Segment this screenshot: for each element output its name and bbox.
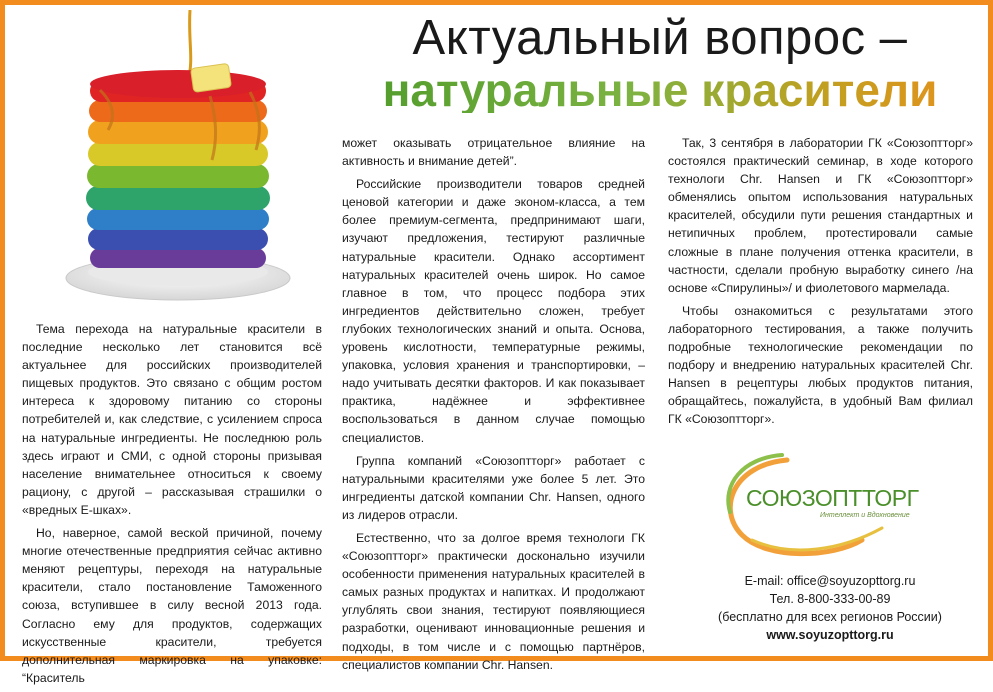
paragraph: Группа компаний «Союзоптторг» работает с натуральными красителями уже более 5 лет. Это ингредиенты датской компании Chr. Hansen, одного из лидеров отрасли. xyxy=(342,453,645,522)
butter-pat xyxy=(191,63,232,92)
contact-email: E-mail: office@soyuzopttorg.ru xyxy=(744,574,916,588)
logo-tagline: Интеллект и Вдохновение xyxy=(820,512,910,519)
pancake-stack xyxy=(86,70,270,268)
contact-phone: Тел. 8-800-333-00-89 xyxy=(769,592,891,606)
rainbow-pancakes-image xyxy=(60,10,295,310)
contact-block xyxy=(695,572,965,644)
article-title xyxy=(340,11,980,116)
logo-wordmark: СОЮЗОПТТОРГ xyxy=(746,485,919,511)
paragraph: Чтобы ознакомиться с результатами этого лабораторного тестирования, а также получить подробные технологические рекомендации по подбору и внедрению натуральных красителей Chr. Hansen в рецептуры любых продуктов питания, обращайтесь, пожалуйста, в удобный Вам филиал ГК «Союзоптторг». xyxy=(668,303,973,427)
contact-website: www.soyuzopttorg.ru xyxy=(766,628,894,642)
company-logo xyxy=(712,440,952,565)
column-3 xyxy=(668,134,973,434)
paragraph: Российские производители товаров средней ценовой категории и даже эконом-класса, а тем более премиум-сегмента, предпринимают шаги, изучают предложения, тестируют различные натуральные красители. Однако ассортимент натуральных красителей очень широк. Но самое главное в том, что процесс подбора этих ингредиентов действительно сложен, требует глубоких технологических знаний и опыта. Основа, уровень кислотности, температурные режимы, упаковка, условия хранения и транспортировки, – надо учитывать десятки факторов. И как показывает практика, надёжнее и эффективнее воспользоваться в данном случае помощью специалистов. xyxy=(342,177,645,445)
paragraph: Тема перехода на натуральные красители в последние несколько лет становится всё актуальнее для российских производителей пищевых продуктов. Это связано с общим ростом интереса к здоровому питанию со стороны потребителей и, как следствие, с усилением спроса на натуральные ингредиенты. Не последнюю роль здесь играют и СМИ, с одной стороны призывая население внимательнее относиться к своему рациону, с другой – рассказывая страшилки о «вредных Е-шках». xyxy=(22,322,322,517)
paragraph: может оказывать отрицательное влияние на активность и внимание детей”. xyxy=(342,136,645,169)
column-1 xyxy=(22,320,322,692)
title-line-1: Актуальный вопрос – xyxy=(412,11,908,65)
paragraph: Но, наверное, самой веской причиной, почему многие отечественные предприятия сейчас активно меняют рецептуры, переходя на натуральные красители, стало постановление Таможенного союза, вступившее в силу весной 2013 года. Согласно ему для продуктов, содержащих искусственные красители, требуется дополнительная маркировка на упаковке: “Краситель xyxy=(22,526,322,685)
paragraph: Естественно, что за долгое время технологи ГК «Союзоптторг» практически досконально изучили особенности применения натуральных красителей в самых разных продуктах и напитках. И продолжают углублять свои знания, тестируют появляющиеся разработки, оценивают инновационные решения и подходы, в том числе и с помощью партнёров, специалистов компании Chr. Hansen. xyxy=(342,530,645,672)
contact-phone-note: (бесплатно для всех регионов России) xyxy=(718,610,942,624)
column-2 xyxy=(342,134,645,679)
title-line-2: натуральные красители xyxy=(340,67,980,113)
paragraph: Так, 3 сентября в лаборатории ГК «Союзоптторг» состоялся практический семинар, в ходе которого технологи Chr. Hansen и ГК «Союзоптторг» обменялись опытом использования натуральных красителей, обсудили пути решения стандартных и нетипичных проблем, протестировали самые сложные в плане получения оттенка красители, в частности, сделали пробную выработку синего /на основе «Спирулины»/ и фиолетового мармелада. xyxy=(668,136,973,295)
